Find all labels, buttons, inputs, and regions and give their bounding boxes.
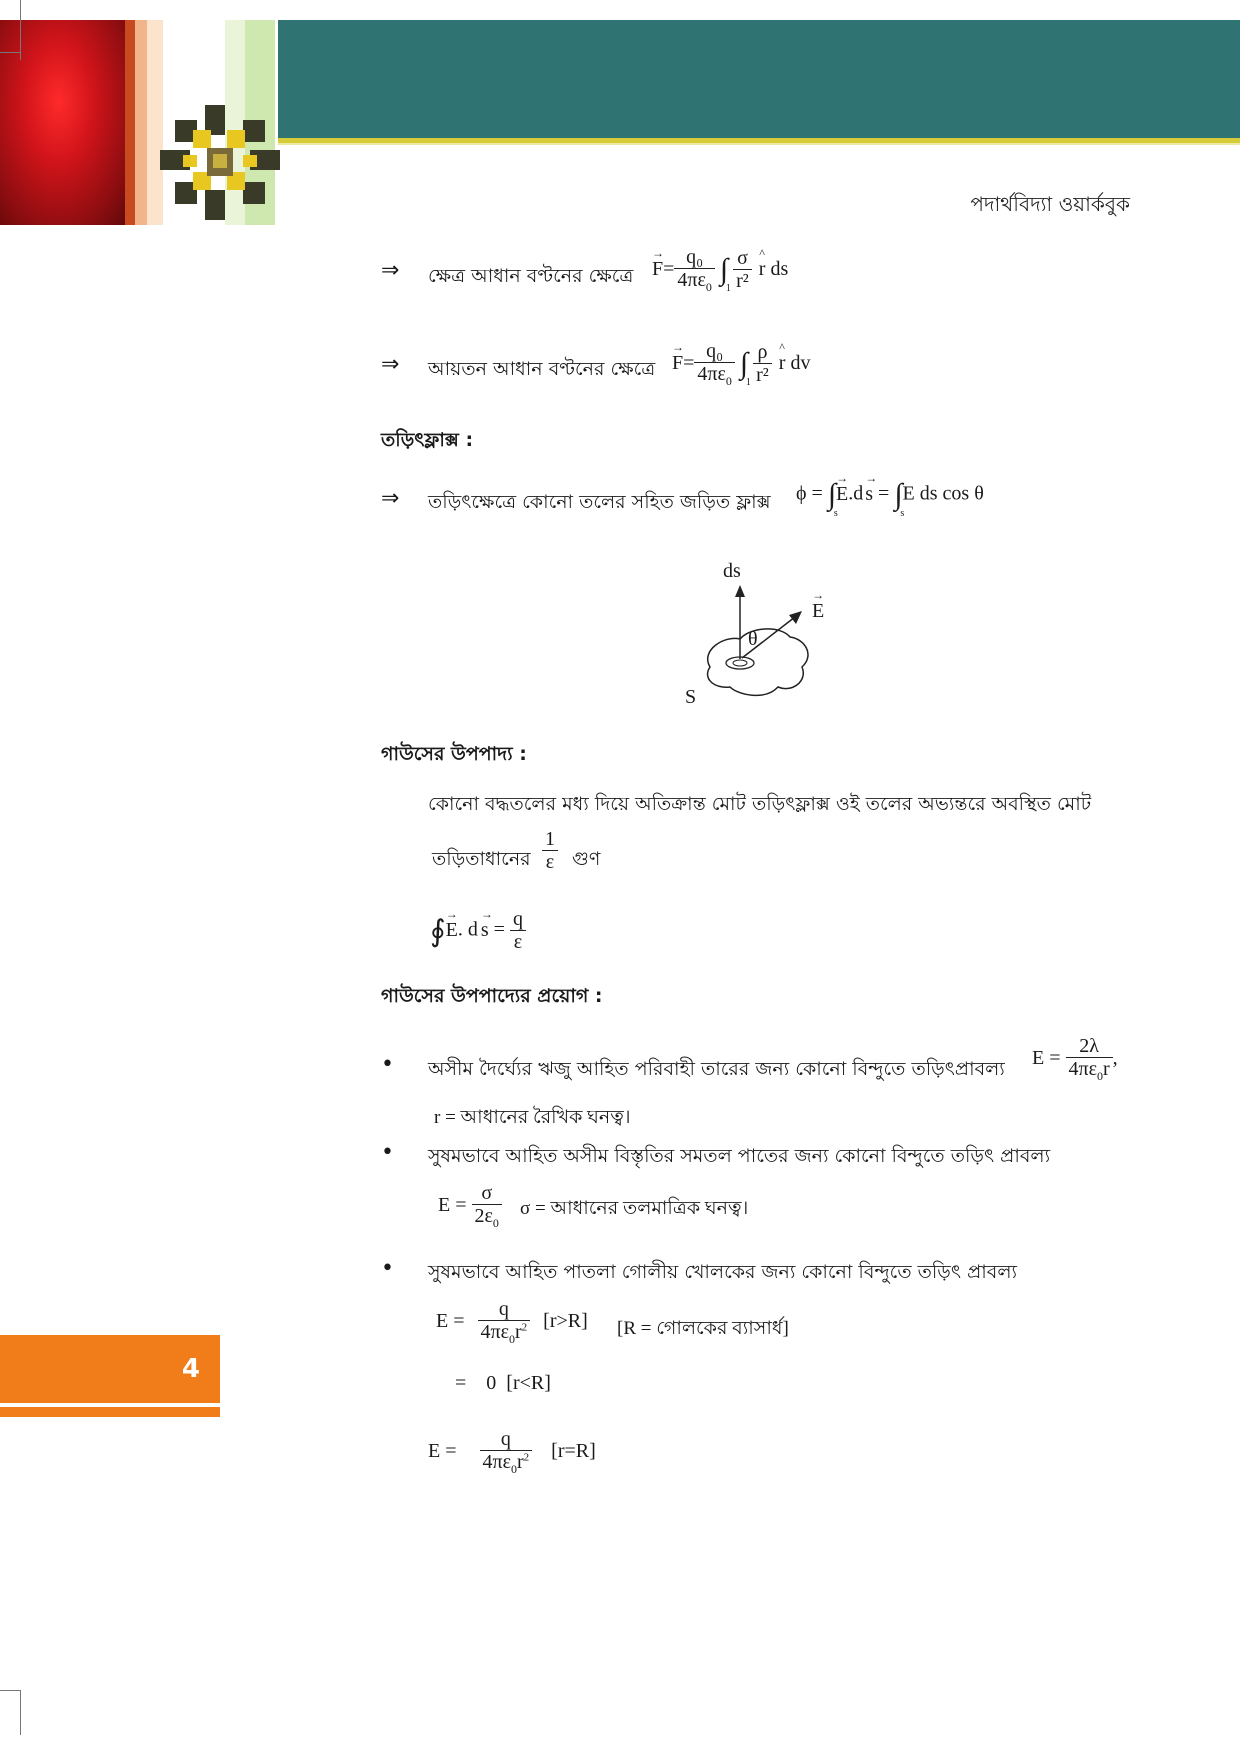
- gauss-statement-line2-pre: তড়িতাধানের: [432, 848, 531, 870]
- gauss-heading: গাউসের উপপাদ্য :: [381, 743, 527, 765]
- crop-mark: [20, 1690, 21, 1735]
- sphere-inside-formula: = 0 [r<R]: [455, 1372, 551, 1394]
- flux-heading: তড়িৎফ্লাক্স :: [381, 429, 474, 451]
- page-number-tab-line: [0, 1407, 220, 1417]
- diagram-label-ds: ds: [723, 560, 741, 582]
- implies-arrow: ⇒: [381, 258, 400, 283]
- gauss-statement-line2-post: গুণ: [572, 848, 601, 870]
- one-over-epsilon: $\frac{1}{\varepsilon}$: [542, 828, 558, 874]
- implies-arrow: ⇒: [381, 486, 400, 511]
- volume-force-formula: → F= $\frac{\text{q₀}}{4\pi\varepsilon_0}$ ∫ 1 $\frac{\rho}{\text{r²}}$ ^ r dv: [672, 340, 810, 389]
- flux-definition-text: তড়িৎক্ষেত্রে কোনো তলের সহিত জড়িত ফ্লাক্স: [428, 491, 771, 513]
- diagram-label-e: → E: [812, 600, 824, 623]
- bullet: •: [381, 1052, 394, 1077]
- surface-outline: [708, 629, 808, 695]
- header-teal-bar: [278, 20, 1240, 138]
- sheet-formula: E = $\frac{\sigma}{2\varepsilon_0}$: [438, 1182, 502, 1231]
- crop-mark: [0, 52, 20, 53]
- book-title: পদার্থবিদ্যা ওয়ার্কবুক: [970, 192, 1130, 216]
- bullet: •: [381, 1256, 394, 1281]
- surface-force-formula: → F= $\frac{\text{q₀}}{4\pi\varepsilon_0}$ ∫ 1 $\frac{\sigma}{\text{r²}}$ ^ r ds: [652, 246, 788, 295]
- application-sheet-text: সুষমভাবে আহিত অসীম বিস্তৃতির সমতল পাতের জন্য কোনো বিন্দুতে তড়িৎ প্রাবল্য: [428, 1145, 1051, 1167]
- gauss-statement-line1: কোনো বদ্ধতলের মধ্য দিয়ে অতিক্রান্ত মোট তড়িৎফ্লাক্স ওই তলের অভ্যন্তরে অবস্থিত মোট: [428, 793, 1092, 815]
- gauss-applications-heading: গাউসের উপপাদ্যের প্রয়োগ :: [381, 985, 603, 1007]
- diagram-label-theta: θ: [748, 628, 758, 650]
- flux-diagram: [680, 555, 850, 715]
- implies-arrow: ⇒: [381, 352, 400, 377]
- sphere-surface-formula: E = $\frac{q}{4\pi\varepsilon_0r^2}$ [r=R]: [428, 1428, 596, 1476]
- application-sphere-text: সুষমভাবে আহিত পাতলা গোলীয় খোলকের জন্য কোনো বিন্দুতে তড়িৎ প্রাবল্য: [428, 1261, 1017, 1283]
- application-line-charge-text: অসীম দৈর্ঘ্যের ঋজু আহিত পরিবাহী তারের জন্য কোনো বিন্দুতে তড়িৎপ্রাবল্য: [428, 1058, 1005, 1080]
- diagram-label-s: S: [685, 686, 697, 708]
- gauss-law-formula: ∮→ E. d→ s = $\frac{q}{\varepsilon}$: [430, 908, 526, 954]
- flower-ornament-icon: [155, 100, 285, 225]
- header-accent-line-light: [278, 143, 1240, 145]
- surface-distribution-text: ক্ষেত্র আধান বণ্টনের ক্ষেত্রে: [428, 265, 634, 287]
- bullet: •: [381, 1140, 394, 1165]
- line-charge-note: r = আধানের রৈখিক ঘনত্ব।: [434, 1107, 631, 1128]
- line-charge-formula: E = $\frac{2\lambda}{4\pi\varepsilon_0r}$ ,: [1032, 1035, 1118, 1083]
- page-number: 4: [181, 1354, 200, 1384]
- crop-mark: [0, 1690, 20, 1691]
- sphere-outside-formula: E = $\frac{q}{4\pi\varepsilon_0r^2}$ [r>R]: [436, 1298, 588, 1346]
- sheet-note: σ = আধানের তলমাত্রিক ঘনত্ব।: [520, 1198, 749, 1219]
- volume-distribution-text: আয়তন আধান বণ্টনের ক্ষেত্রে: [428, 358, 656, 380]
- sphere-radius-note: [R = গোলকের ব্যাসার্ধ]: [617, 1318, 789, 1339]
- flux-formula: ϕ = ∫ s → E.d→ s = ∫ s E ds cos θ: [796, 478, 984, 512]
- crop-mark: [0, 0, 21, 60]
